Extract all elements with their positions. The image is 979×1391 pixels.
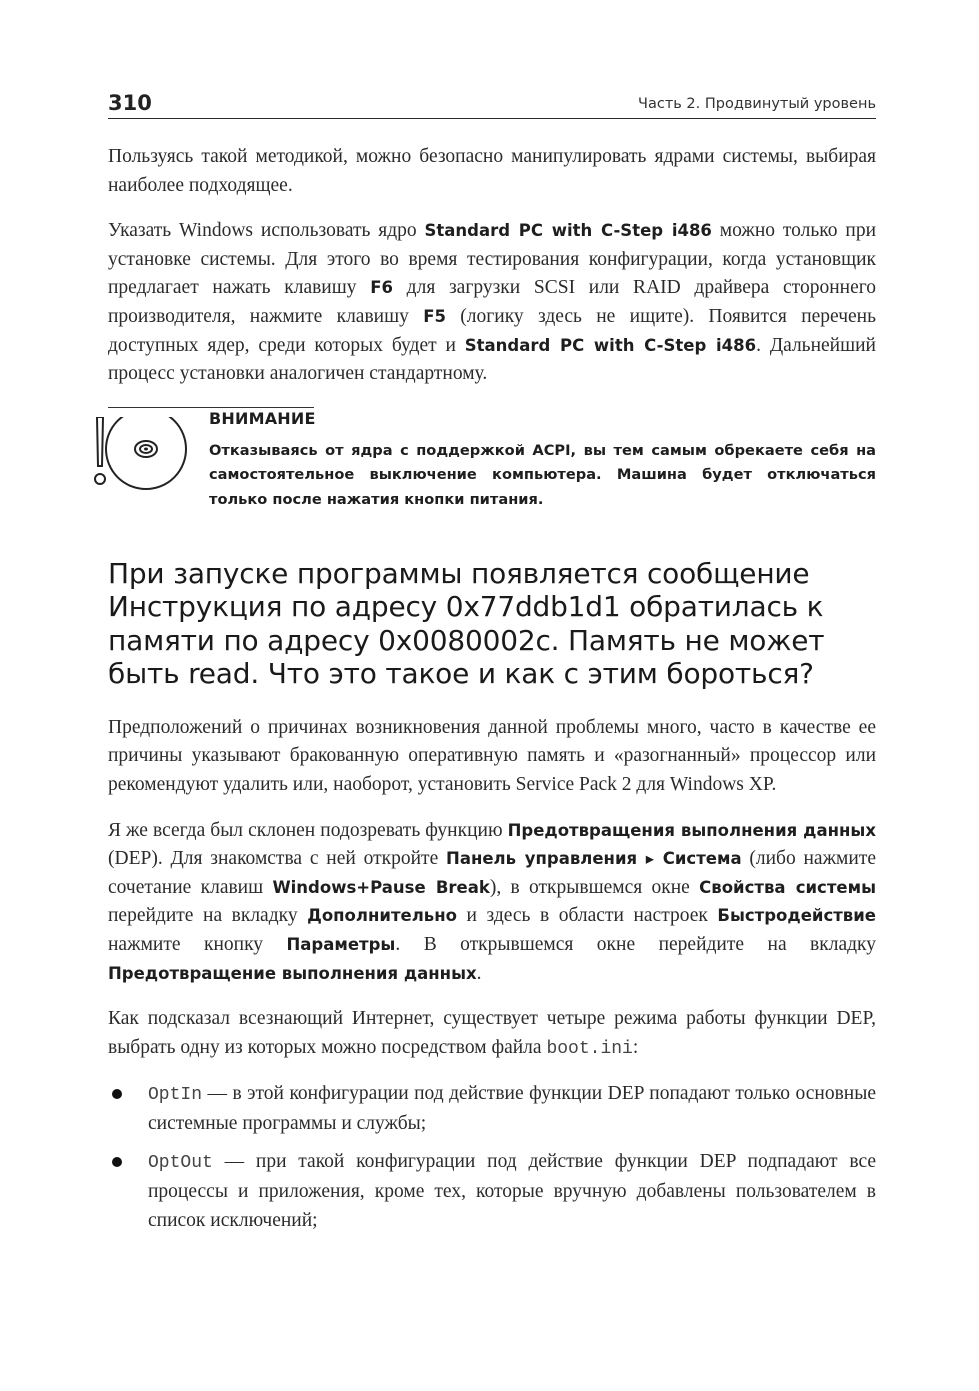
text-run: . В открывшемся окне перейдите на вкладку (395, 933, 876, 955)
paragraph: Предположений о причинах возникновения данной проблемы много, часто в качестве ее причины указывают бракованную оперативную память и «разогнанный» процессор или рекомендуют удалить или, наоборот, установить Service Pack 2 для Windows XP. (108, 716, 876, 795)
text-run: для загрузки SCSI или RAID драйвера стороннего производителя, нажмите клавишу (108, 277, 876, 327)
text-run: и здесь в области настроек (456, 905, 718, 927)
warning-title: ВНИМАНИЕ (209, 408, 316, 428)
text-run: перейдите на вкладку (108, 905, 308, 927)
text-run: : (632, 1036, 639, 1058)
file-name: boot.ini (546, 1038, 633, 1059)
text-run: — в этой конфигурации под действие функции DEP попадают только основные системные программы и службы; (148, 1083, 876, 1134)
paragraph (108, 1005, 876, 1063)
warning-text: Отказываясь от ядра с поддержкой ACPI, вы тем самым обрекаете себя на самостоятельное выключение компьютера. Машина будет отключаться только после нажатия кнопки питания. (209, 441, 876, 508)
bold-term: Standard PC with C-Step i486 (424, 221, 712, 241)
text-run: (DEP). Для знакомства с ней откройте (108, 848, 447, 870)
paragraph (108, 217, 876, 389)
bold-term: Standard PC with C-Step i486 (464, 335, 757, 355)
area-name: Быстродействие (717, 906, 876, 926)
menu-arrow-icon (637, 849, 663, 868)
text-run: ), в открывшемся окне (489, 876, 700, 898)
warning-rule (108, 407, 314, 408)
text-run: Я же всегда был склонен подозревать функцию (108, 819, 508, 841)
page-body (108, 143, 876, 1245)
paragraph (108, 817, 876, 989)
text-run: Указать Windows использовать ядро (108, 220, 425, 242)
list-item (108, 1148, 876, 1235)
paragraph: Пользуясь такой методикой, можно безопасно манипулировать ядрами системы, выбирая наиболее подходящее. (108, 146, 876, 196)
mode-name: OptOut (148, 1153, 213, 1174)
bullet-list (108, 1080, 876, 1235)
bullet-icon (112, 1157, 122, 1167)
mode-name: OptIn (148, 1085, 203, 1106)
text-run: можно только при установке системы. Для этого во время тестирования конфигурации, когда установщик предлагает нажать клавишу (108, 220, 877, 299)
page-number: 310 (108, 91, 152, 115)
tab-name: Предотвращение выполнения данных (108, 963, 477, 983)
bullet-icon (112, 1089, 122, 1099)
text-run: (логику здесь не ищите). Появится перечень доступных ядер, среди которых будет и (108, 305, 876, 356)
key-combo: Windows+Pause Break (272, 877, 490, 897)
menu-path-item: Панель управления (446, 849, 638, 869)
text-run: — при такой конфигурации под действие функции DEP подпадают все процессы и приложения, кроме тех, которые вручную добавлены пользователем в список исключений; (148, 1151, 876, 1231)
menu-path-item: Система (662, 849, 742, 869)
running-head: Часть 2. Продвинутый уровень (638, 96, 876, 112)
page-header (108, 88, 876, 119)
key-name: F6 (370, 278, 393, 298)
bold-term: Предотвращения выполнения данных (507, 820, 876, 840)
key-name: F5 (423, 306, 446, 326)
text-run: . (476, 962, 482, 984)
text-run: Как подсказал всезнающий Интернет, существует четыре режима работы функции DEP, выбрать одну из которых можно посредством файла (108, 1008, 876, 1058)
text-run: . Дальнейший процесс установки аналогичен стандартному. (108, 334, 876, 385)
text-run: нажмите кнопку (108, 933, 287, 955)
window-name: Свойства системы (699, 877, 876, 897)
warning-disc-icon (92, 417, 204, 534)
text-run: (либо нажмите сочетание клавиш (108, 848, 877, 898)
tab-name: Дополнительно (307, 906, 457, 926)
warning-box (108, 407, 876, 537)
section-heading: При запуске программы появляется сообщение Инструкция по адресу 0x77ddb1d1 обратилась к памяти по адресу 0x0080002c. Память не может быть read. Что это такое и как с этим бороться? (108, 556, 825, 691)
arrow-glyph: ▸ (645, 849, 655, 869)
list-item (108, 1080, 876, 1138)
button-name: Параметры (286, 934, 396, 954)
